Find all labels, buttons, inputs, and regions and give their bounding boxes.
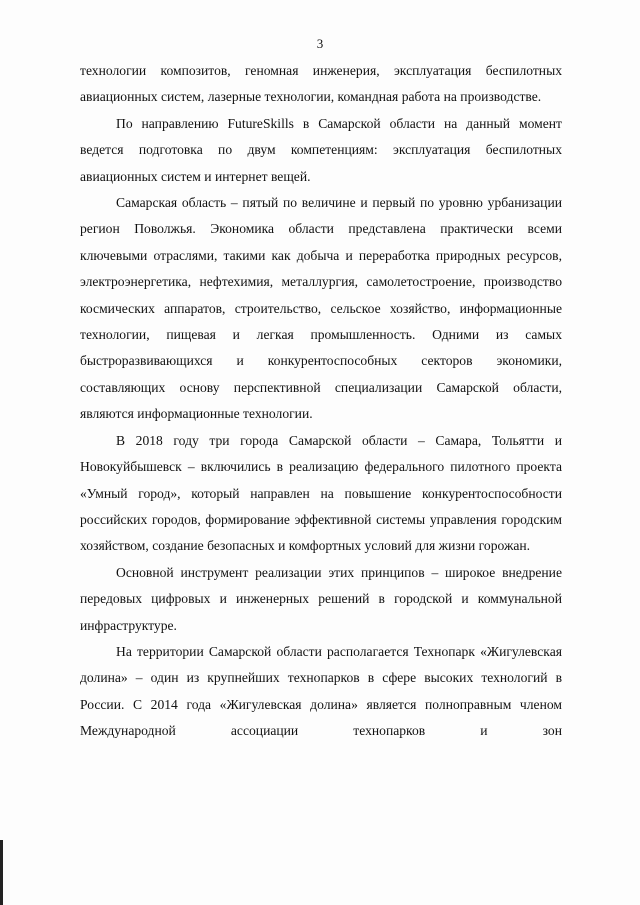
scan-edge-mark — [0, 840, 3, 905]
paragraph-1: технологии композитов, геномная инженерия, эксплуатация беспилотных авиационных систем, лазерные технологии, командная работа на производстве. — [80, 63, 562, 105]
paragraph-3: Самарская область – пятый по величине и первый по уровню урбанизации регион Поволжья. Экономика области представлена практически всеми ключевыми отраслями, такими как добыча и переработка природных ресурсов, электроэнергетика, нефтехимия, металлургия, самолетостроение, производство космических аппаратов, строительство, сельское хозяйство, информационные технологии, пищевая и легкая промышленность. Одними из самых быстроразвивающихся и конкурентоспособных секторов экономики, составляющих основу перспективной специализации Самарской области, являются информационные технологии. — [80, 195, 562, 422]
paragraph-2: По направлению FutureSkills в Самарской области на данный момент ведется подготовка по двум компетенциям: эксплуатация беспилотных авиационных систем и интернет вещей. — [80, 115, 562, 184]
paragraph-4: В 2018 году три города Самарской области – Самара, Тольятти и Новокуйбышевск – включились в реализацию федерального пилотного проекта «Умный город», который направлен на повышение конкурентоспособности российских городов, формирование эффективной системы управления городским хозяйством, создание безопасных и комфортных условий для жизни горожан. — [80, 432, 562, 554]
document-body — [80, 58, 562, 745]
paragraph-5: Основной инструмент реализации этих принципов – широкое внедрение передовых цифровых и инженерных решений в городской и коммунальной инфраструктуре. — [80, 564, 562, 633]
page-number: 3 — [316, 36, 324, 51]
paragraph-6: На территории Самарской области располагается Технопарк «Жигулевская долина» – один из крупнейших технопарков в сфере высоких технологий в России. С 2014 года «Жигулевская долина» является полноправным членом Международной ассоциации технопарков и зон — [80, 643, 562, 739]
